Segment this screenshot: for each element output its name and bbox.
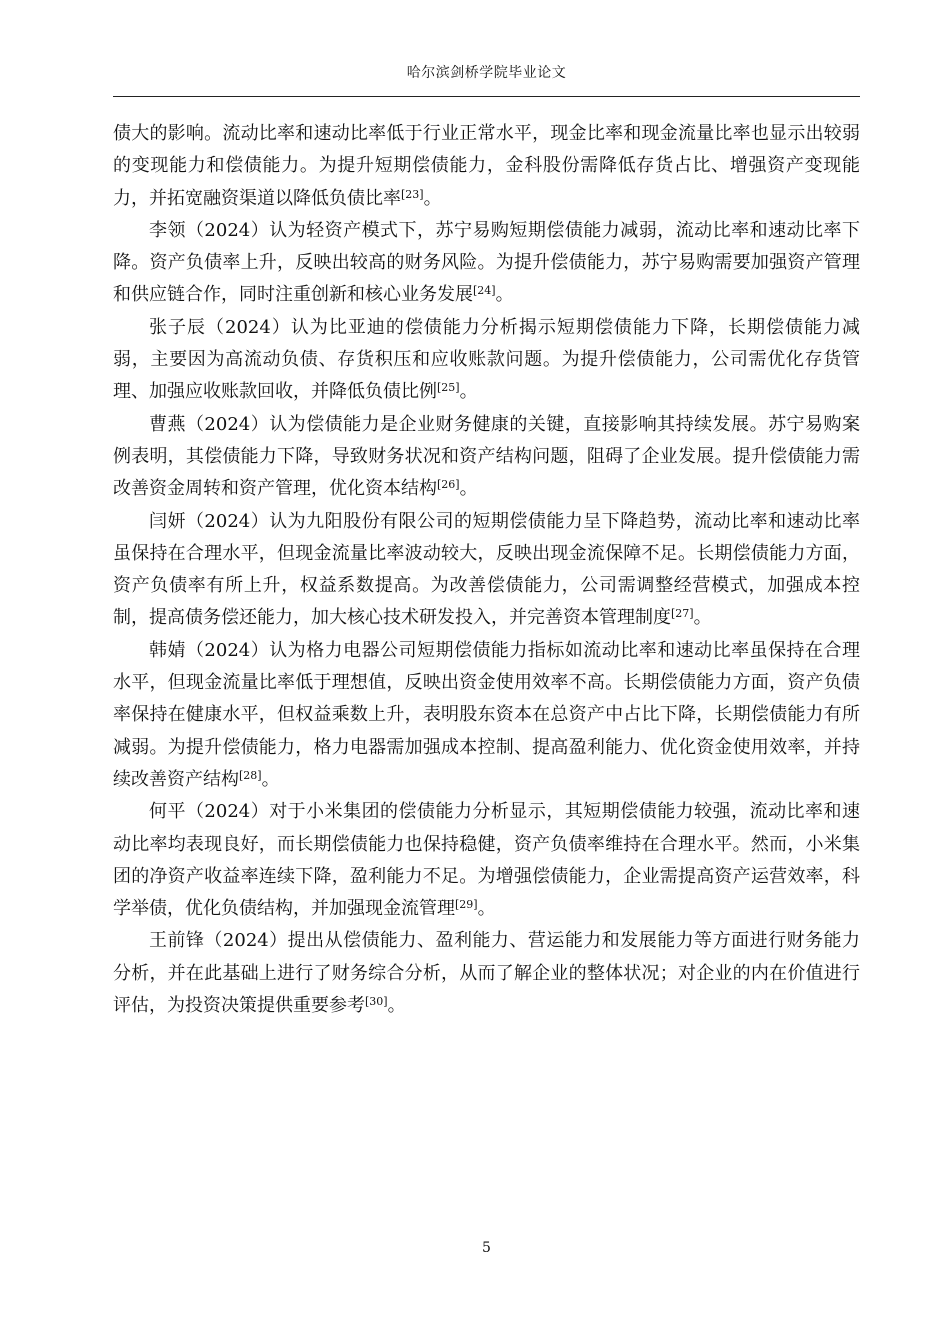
paragraph	[113, 635, 860, 796]
citation-ref: [29]	[455, 898, 478, 912]
citation-ref: [28]	[239, 768, 262, 782]
paragraph	[113, 796, 860, 925]
paragraph-text: 张子辰（2024）认为比亚迪的偿债能力分析揭示短期偿债能力下降，长期偿债能力减弱，主要因为高流动负债、存货积压和应收账款问题。为提升偿债能力，公司需优化存货管理、加强应收账款回收，并降低负债比例	[113, 316, 860, 403]
paragraph-tail: 。	[477, 898, 496, 920]
citation-ref: [25]	[437, 381, 460, 395]
paragraph-tail: 。	[495, 284, 514, 306]
paragraph	[113, 215, 860, 312]
citation-ref: [23]	[401, 187, 424, 201]
paragraph	[113, 925, 860, 1022]
page-number: 5	[482, 1240, 491, 1256]
paragraph-text: 李领（2024）认为轻资产模式下，苏宁易购短期偿债能力减弱，流动比率和速动比率下降。资产负债率上升，反映出较高的财务风险。为提升偿债能力，苏宁易购需要加强资产管理和供应链合作，同时注重创新和核心业务发展	[113, 219, 860, 306]
paragraph-text: 王前锋（2024）提出从偿债能力、盈利能力、营运能力和发展能力等方面进行财务能力分析，并在此基础上进行了财务综合分析，从而了解企业的整体状况；对企业的内在价值进行评估，为投资决策提供重要参考	[113, 930, 860, 1017]
paragraph-tail: 。	[459, 381, 478, 403]
citation-ref: [26]	[437, 478, 460, 492]
paragraph-tail: 。	[423, 187, 442, 209]
paragraph-text: 曹燕（2024）认为偿债能力是企业财务健康的关键，直接影响其持续发展。苏宁易购案例表明，其偿债能力下降，导致财务状况和资产结构问题，阻碍了企业发展。提升偿债能力需改善资金周转和资产管理，优化资本结构	[113, 413, 860, 500]
citation-ref: [27]	[671, 607, 694, 621]
paragraph	[113, 118, 860, 215]
citation-ref: [30]	[365, 995, 388, 1009]
citation-ref: [24]	[473, 284, 496, 298]
paragraph-text: 韩婧（2024）认为格力电器公司短期偿债能力指标如流动比率和速动比率虽保持在合理水平，但现金流量比率低于理想值，反映出资金使用效率不高。长期偿债能力方面，资产负债率保持在健康水平，但权益乘数上升，表明股东资本在总资产中占比下降，长期偿债能力有所减弱。为提升偿债能力，格力电器需加强成本控制、提高盈利能力、优化资金使用效率，并持续改善资产结构	[113, 639, 860, 790]
paragraph-tail: 。	[387, 995, 406, 1017]
paragraph-text: 闫妍（2024）认为九阳股份有限公司的短期偿债能力呈下降趋势，流动比率和速动比率虽保持在合理水平，但现金流量比率波动较大，反映出现金流保障不足。长期偿债能力方面，资产负债率有所上升，权益系数提高。为改善偿债能力，公司需调整经营模式，加强成本控制，提高债务偿还能力，加大核心技术研发投入，并完善资本管理制度	[113, 510, 860, 629]
paragraph	[113, 409, 860, 506]
paragraph-tail: 。	[261, 768, 280, 790]
paragraph	[113, 506, 860, 635]
paragraph-tail: 。	[459, 478, 478, 500]
body-text	[113, 118, 860, 1022]
paragraph	[113, 312, 860, 409]
paragraph-tail: 。	[693, 607, 712, 629]
paragraph-text: 何平（2024）对于小米集团的偿债能力分析显示，其短期偿债能力较强，流动比率和速动比率均表现良好，而长期偿债能力也保持稳健，资产负债率维持在合理水平。然而，小米集团的净资产收益率连续下降，盈利能力不足。为增强偿债能力，企业需提高资产运营效率，科学举债，优化负债结构，并加强现金流管理	[113, 801, 860, 920]
paragraph-text: 债大的影响。流动比率和速动比率低于行业正常水平，现金比率和现金流量比率也显示出较弱的变现能力和偿债能力。为提升短期偿债能力，金科股份需降低存货占比、增强资产变现能力，并拓宽融资渠道以降低负债比率	[113, 123, 860, 209]
header-divider	[113, 96, 860, 97]
running-header: 哈尔滨剑桥学院毕业论文	[406, 65, 567, 81]
